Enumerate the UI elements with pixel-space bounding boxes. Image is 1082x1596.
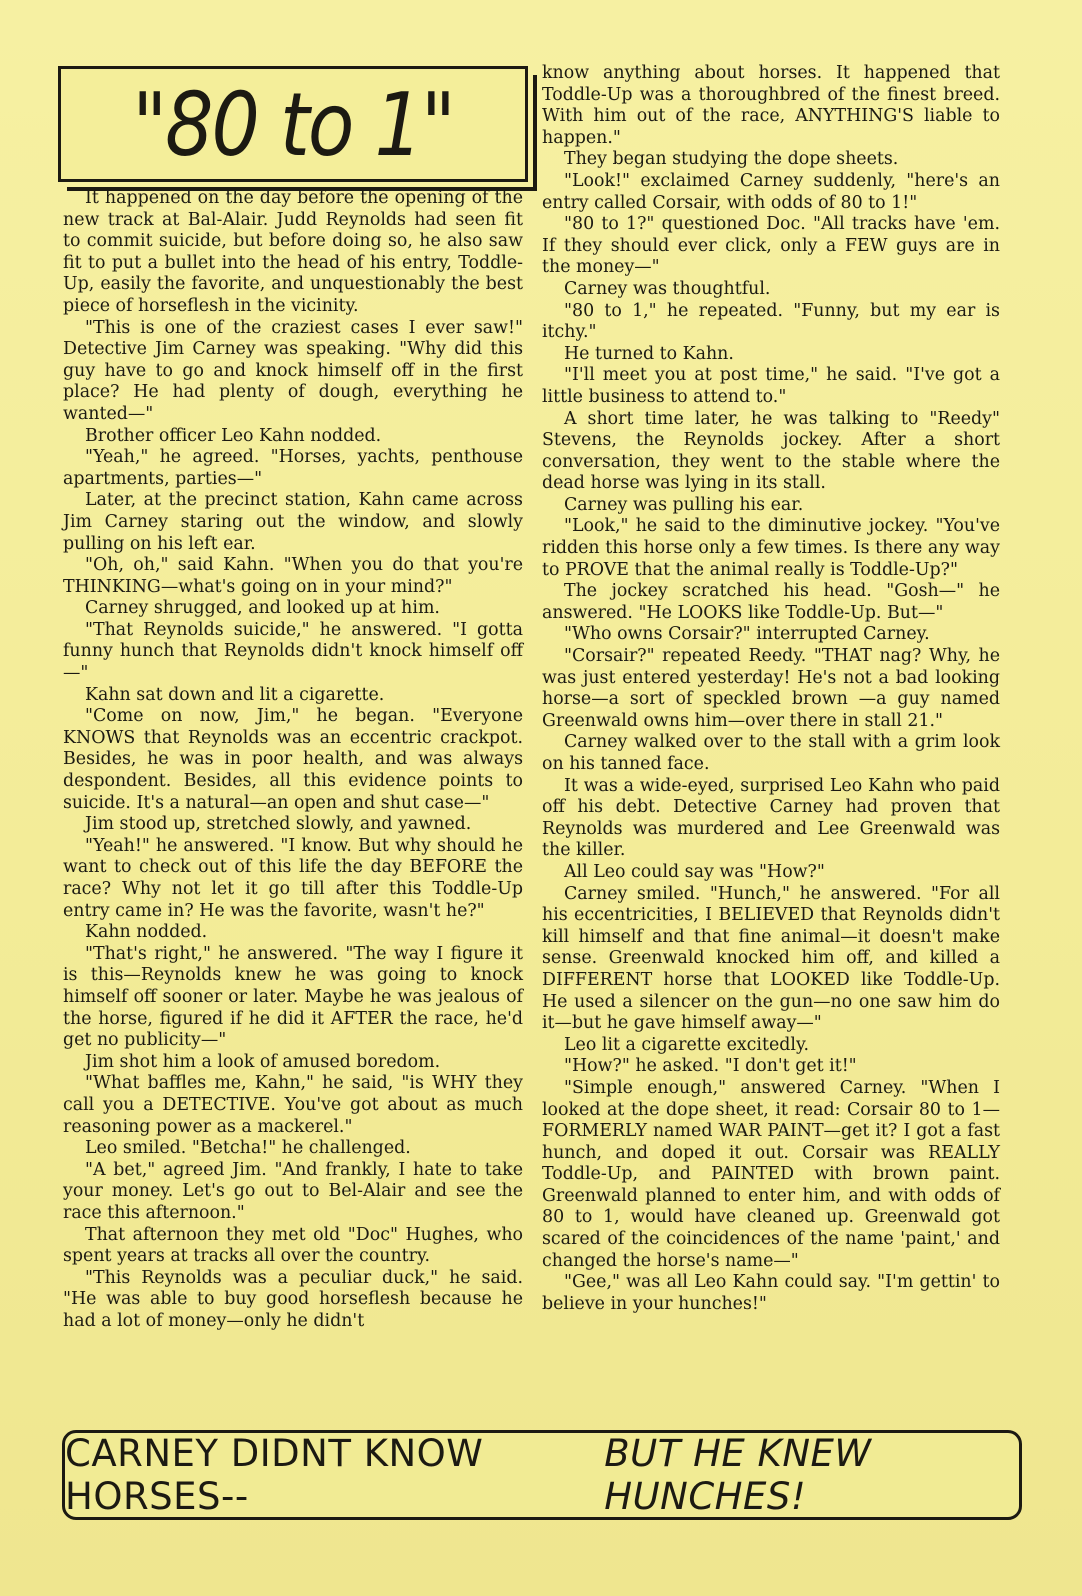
paragraph: "80 to 1," he repeated. "Funny, but my ear is itchy." bbox=[542, 300, 1000, 343]
paragraph: "Look!" exclaimed Carney suddenly, "here's an entry called Corsair, with odds of 80 to 1!" bbox=[542, 170, 1000, 213]
paragraph: Brother officer Leo Kahn nodded. bbox=[85, 425, 382, 446]
paragraph: "Yeah!" he answered. "I know. But why should he want to check out of this life the day BEFORE the race? Why not let it go till after this Toddle-Up entry came in? He was the favorite, wasn't he?" bbox=[63, 835, 523, 921]
paragraph: The jockey scratched his head. "Gosh—" he answered. "He LOOKS like Toddle-Up. But—" bbox=[542, 581, 1000, 623]
tagline-banner bbox=[62, 1430, 1022, 1520]
paragraph: Jim shot him a look of amused boredom. bbox=[85, 1051, 441, 1072]
paragraph: Carney walked over to the stall with a grim look on his tanned face. bbox=[542, 732, 1000, 774]
title-box bbox=[58, 66, 528, 182]
paragraph: It was a wide-eyed, surprised Leo Kahn who paid off his debt. Detective Carney had proven that Reynolds was murdered and Lee Greenwald was the killer. bbox=[542, 775, 1000, 861]
paragraph: "Corsair?" repeated Reedy. "THAT nag? Why, he was just entered yesterday! He's not a bad looking horse—a sort of speckled brown —a guy named Greenwald owns him—over there in stall 21." bbox=[542, 646, 1000, 731]
paragraph: "This is one of the craziest cases I ever saw!" Detective Jim Carney was speaking. "Why did this guy have to go and knock himself off in the first place? He had plenty of dough, everything he wanted—" bbox=[63, 317, 523, 424]
paragraph: "Come on now, Jim," he began. "Everyone KNOWS that Reynolds was an eccentric crackpot. Besides, he was in poor health, and was always despondent. Besides, all this evidence points to suicide. It's a natural—an open and shut case—" bbox=[63, 706, 523, 813]
paragraph: "80 to 1?" questioned Doc. "All tracks have 'em. If they should ever click, only a FEW guys are in the money—" bbox=[542, 214, 1000, 278]
paragraph: They began studying the dope sheets. bbox=[564, 149, 899, 170]
paragraph: "Simple enough," answered Carney. "When I looked at the dope sheet, it read: Corsair 80 to 1—FORMERLY named WAR PAINT—get it? I got a fast hunch, and doped it out. Corsair was REALLY Toddle-Up, and PAINTED with brown paint. Greenwald planned to enter him, and with odds of 80 to 1, would have cleaned up. Greenwald got scared of the coincidences of the name 'paint,' and changed the horse's name—" bbox=[542, 1077, 1000, 1271]
paragraph: "A bet," agreed Jim. "And frankly, I hate to take your money. Let's go out to Bel-Alair and see the race this afternoon." bbox=[63, 1159, 523, 1223]
paragraph: A short time later, he was talking to "Reedy" Stevens, the Reynolds jockey. After a short conversation, they went to the stable where the dead horse was lying in its stall. bbox=[542, 408, 1000, 494]
paragraph: "Who owns Corsair?" interrupted Carney. bbox=[564, 624, 930, 645]
paragraph: He turned to Kahn. bbox=[564, 343, 734, 364]
story-title: "80 to 1" bbox=[132, 72, 454, 176]
paragraph: That afternoon they met old "Doc" Hughes, who spent years at tracks all over the country. bbox=[63, 1224, 523, 1267]
paragraph: Carney was thoughtful. bbox=[564, 278, 771, 299]
paragraph: "Oh, oh," said Kahn. "When you do that you're THINKING—what's going on in your mind?" bbox=[63, 555, 523, 597]
paragraph: Leo lit a cigarette excitedly. bbox=[564, 1034, 809, 1055]
paragraph: Kahn sat down and lit a cigarette. bbox=[85, 684, 385, 705]
tagline-part-1: CARNEY DIDNT KNOW HORSES-- bbox=[65, 1432, 484, 1518]
paragraph: All Leo could say was "How?" bbox=[564, 861, 825, 882]
right-column bbox=[542, 63, 1000, 1315]
paragraph: "Yeah," he agreed. "Horses, yachts, penthouse apartments, parties—" bbox=[63, 447, 523, 489]
paragraph: "That Reynolds suicide," he answered. "I gotta funny hunch that Reynolds didn't knock himself off—" bbox=[63, 619, 523, 684]
paragraph: Kahn nodded. bbox=[85, 922, 208, 943]
paragraph: Carney smiled. "Hunch," he answered. "For all his eccentricities, I BELIEVED that Reynolds didn't kill himself and that fine animal—it doesn't make sense. Greenwald knocked him off, and killed a DIFFERENT horse that LOOKED like Toddle-Up. He used a silencer on the gun—no one saw him do it—but he gave himself away—" bbox=[542, 883, 1000, 1034]
paragraph: It happened on the day before the opening of the new track at Bal-Alair. Judd Reynolds had seen fit to commit suicide, but before doing so, he also saw fit to put a bullet into the head of his entry, Toddle-Up, easily the favorite, and unquestionably the best piece of horseflesh in the vicinity. bbox=[63, 188, 523, 316]
left-column bbox=[63, 188, 523, 1332]
paragraph: Carney was pulling his ear. bbox=[564, 494, 804, 515]
paragraph: "Gee," was all Leo Kahn could say. "I'm gettin' to believe in your hunches!" bbox=[542, 1272, 1000, 1314]
paragraph: "How?" he asked. "I don't get it!" bbox=[564, 1056, 857, 1077]
paragraph: "This Reynolds was a peculiar duck," he said. "He was able to buy good horseflesh because he had a lot of money—only he didn't bbox=[63, 1267, 523, 1331]
paragraph: Later, at the precinct station, Kahn came across Jim Carney staring out the window, and slowly pulling on his left ear. bbox=[63, 490, 523, 554]
paragraph: "I'll meet you at post time," he said. "I've got a little business to attend to." bbox=[542, 365, 1000, 407]
paragraph: Jim stood up, stretched slowly, and yawned. bbox=[85, 814, 472, 835]
paragraph: know anything about horses. It happened that Toddle-Up was a thoroughbred of the finest breed. With him out of the race, ANYTHING'S liable to happen." bbox=[542, 63, 1000, 148]
paragraph: "Look," he said to the diminutive jockey. "You've ridden this horse only a few times. Is there any way to PROVE that the animal really is Toddle-Up?" bbox=[542, 516, 1000, 580]
tagline-part-2: BUT HE KNEW HUNCHES! bbox=[604, 1432, 872, 1518]
paragraph: Leo smiled. "Betcha!" he challenged. bbox=[85, 1138, 411, 1159]
paragraph: Carney shrugged, and looked up at him. bbox=[85, 598, 440, 619]
paragraph: "That's right," he answered. "The way I figure it is this—Reynolds knew he was going to knock himself off sooner or later. Maybe he was jealous of the horse, figured if he did it AFTER the race, he'd get no publicity—" bbox=[63, 943, 523, 1051]
paragraph: "What baffles me, Kahn," he said, "is WHY they call you a DETECTIVE. You've got about as much reasoning power as a mackerel." bbox=[63, 1073, 523, 1137]
